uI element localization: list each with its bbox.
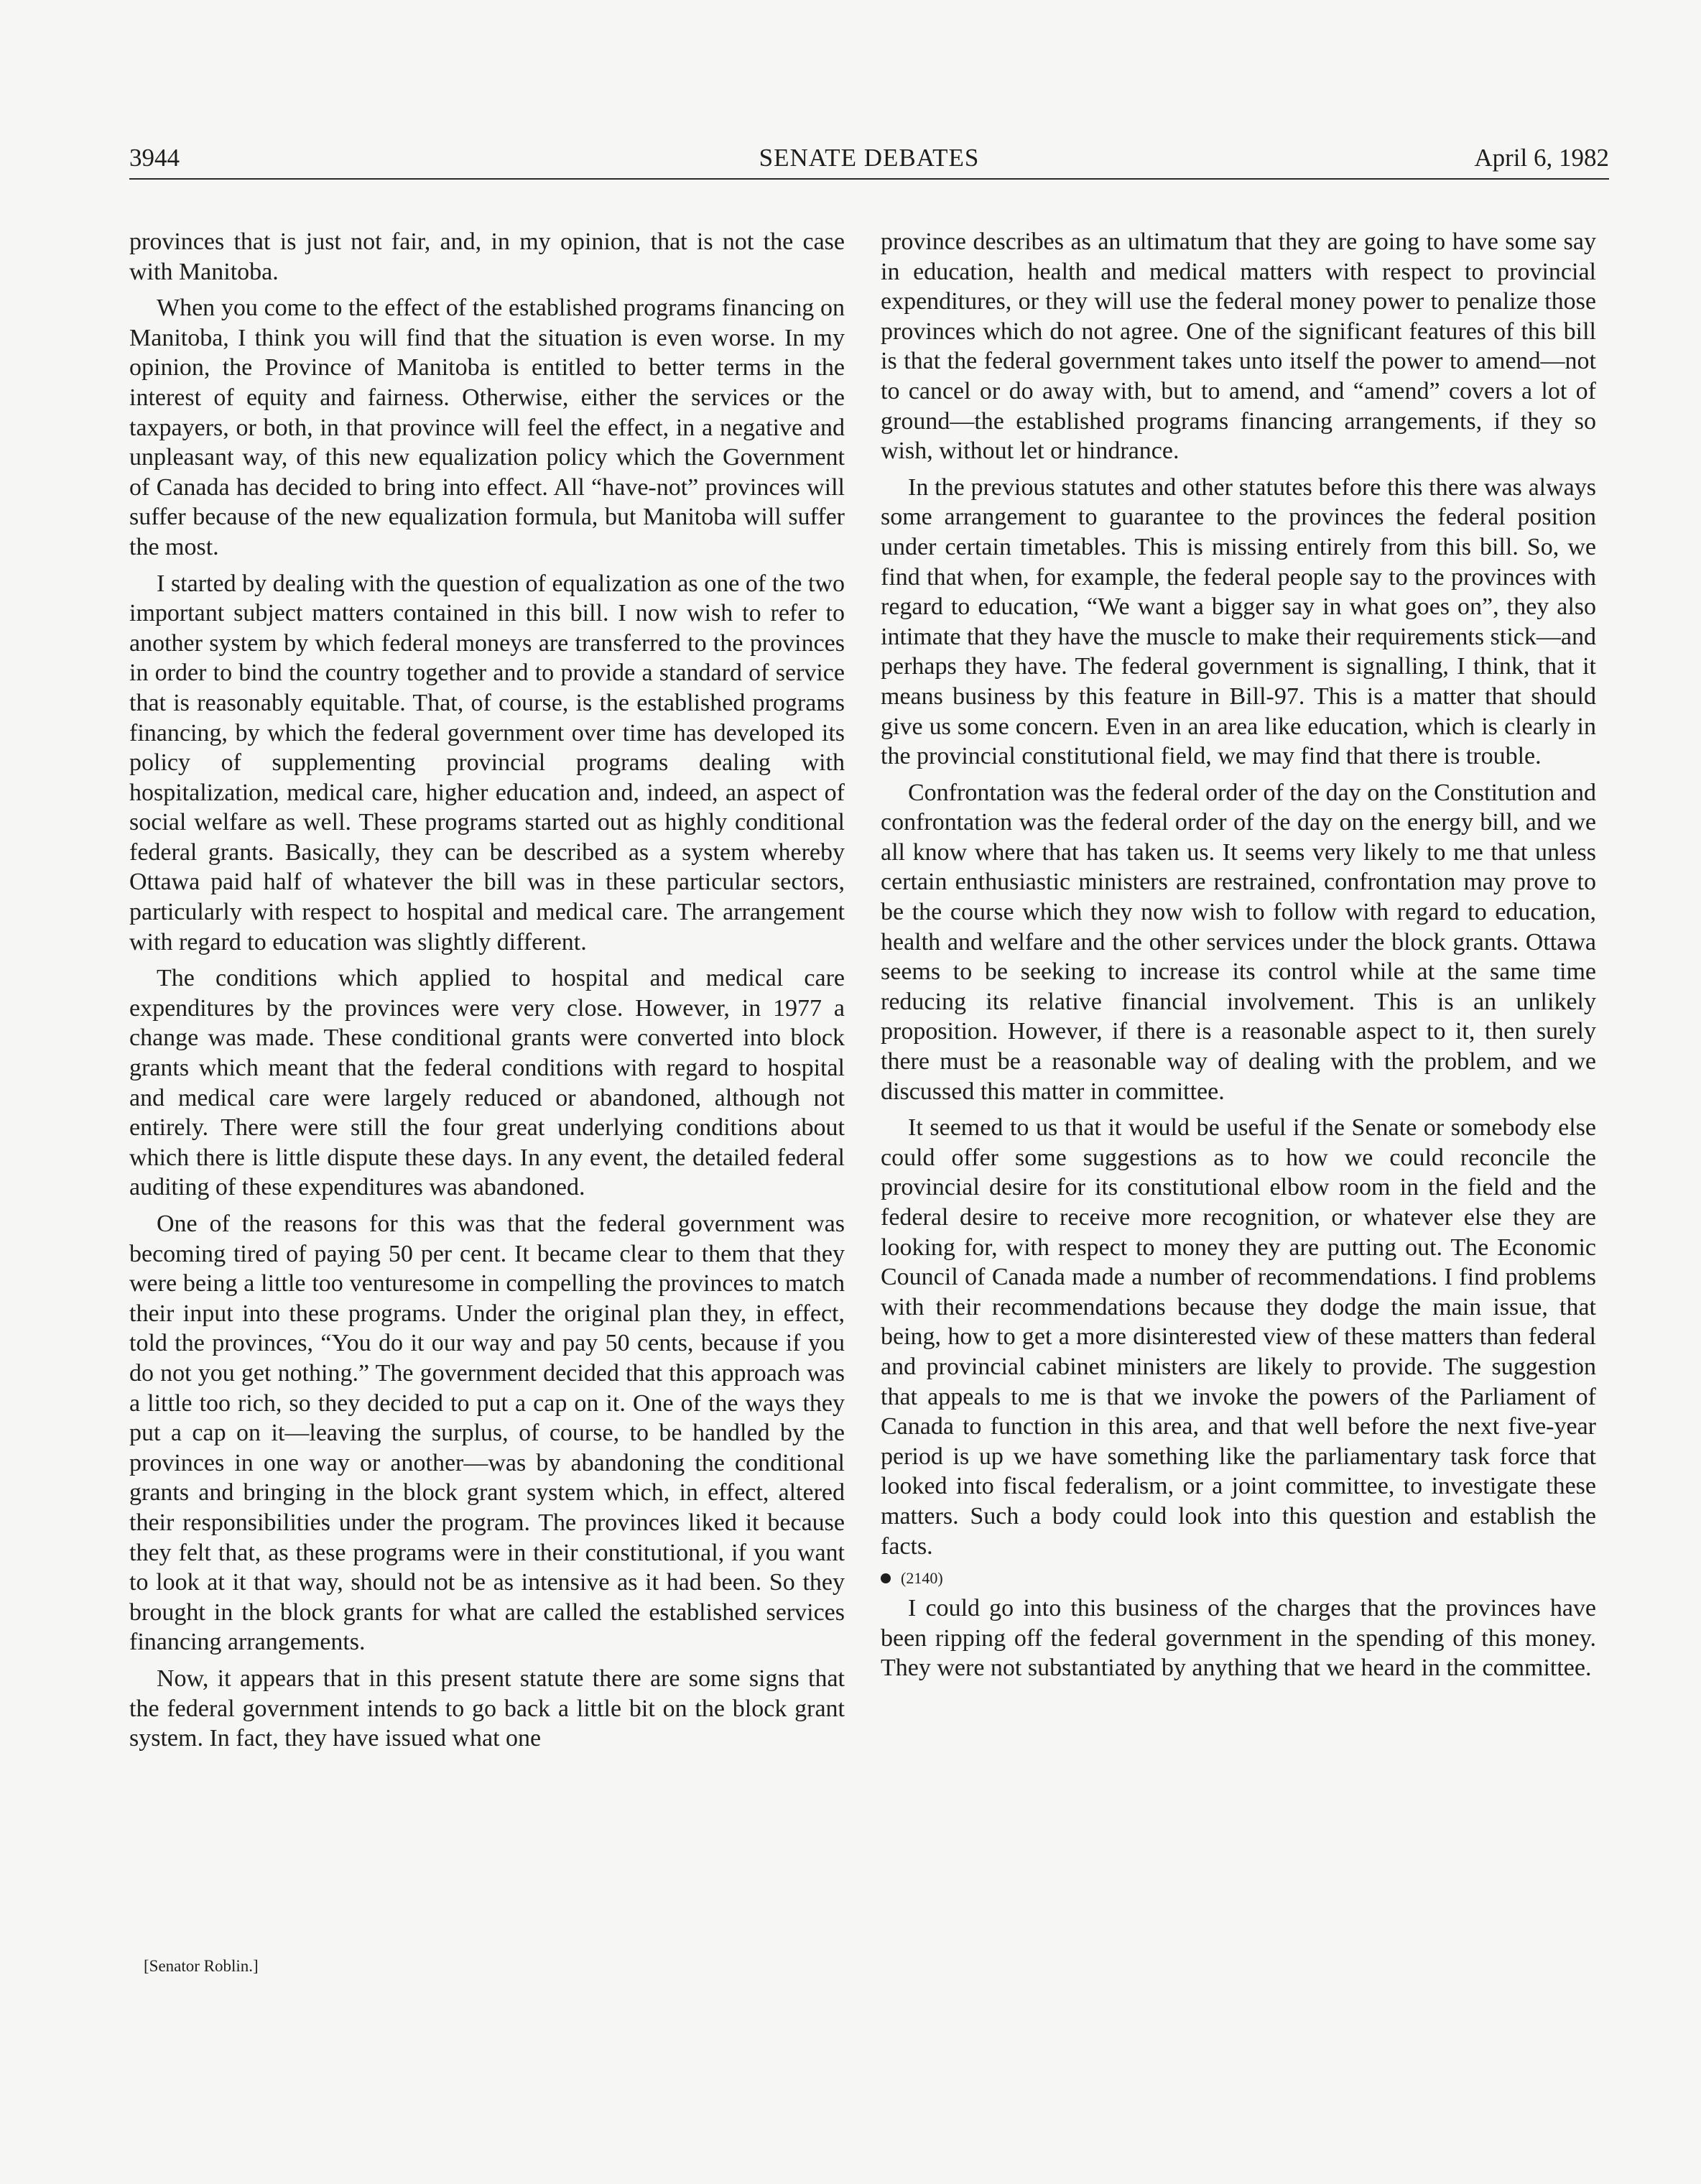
paragraph: Now, it appears that in this present statute there are some signs that the federal government intends to go back a little bit on the block grant system. In fact, they have issued what one [129, 1665, 845, 1752]
paragraph: In the previous statutes and other statutes before this there was always some arrangement to guarantee to the provinces the federal position under certain timetables. This is missing entirely from this bill. So, we find that when, for example, the federal people say to the provinces with regard to education, “We want a bigger say in what goes on”, they also intimate that they have the muscle to make their requirements stick—and perhaps they have. The federal government is signalling, I think, that it means business by this feature in Bill-97. This is a matter that should give us some concern. Even in an area like education, which is clearly in the provincial constitutional field, we may find that there is trouble. [881, 473, 1596, 770]
right-column [881, 227, 1596, 1690]
paragraph: One of the reasons for this was that the federal government was becoming tired of paying 50 per cent. It became clear to them that they were being a little too venturesome in compelling the provinces to match their input into these programs. Under the original plan they, in effect, told the provinces, “You do it our way and pay 50 cents, because if you do not you get nothing.” The government decided that this approach was a little too rich, so they decided to put a cap on it. One of the ways they put a cap on it—leaving the surplus, of course, to be handled by the provinces in one way or another—was by abandoning the conditional grants and bringing in the block grant system which, in effect, altered their responsibilities under the program. The provinces liked it because they felt that, as these programs were in their constitutional, if you want to look at it that way, should not be as intensive as it had been. So they brought in the block grants for what are called the established services financing arrangements. [129, 1211, 845, 1656]
page-header [129, 141, 1609, 180]
paragraph: It seemed to us that it would be useful if the Senate or somebody else could offer some suggestions as to how we could reconcile the provincial desire for its constitutional elbow room in the field and the federal desire to receive more recognition, or whatever else they are looking for, with respect to money they are putting out. The Economic Council of Canada made a number of recommendations. I find problems with their recommendations because they dodge the main issue, that being, how to get a more disinterested view of these matters than federal and provincial cabinet ministers are likely to provide. The suggestion that appeals to me is that we invoke the powers of the Parliament of Canada to function in this area, and that well before the next five-year period is up we have something like the parliamentary task force that looked into fiscal federalism, or a joint committee, to investigate these matters. Such a body could look into this question and establish the facts. [881, 1114, 1596, 1560]
publication-date: April 6, 1982 [1474, 144, 1609, 172]
time-marker-label: (2140) [901, 1569, 943, 1588]
paragraph: I could go into this business of the charges that the provinces have been ripping off the federal government in the spending of this money. They were not substantiated by anything that we heard in the committee. [881, 1595, 1596, 1682]
paragraph: When you come to the effect of the established programs financing on Manitoba, I think you will find that the situation is even worse. In my opinion, the Province of Manitoba is entitled to better terms in the interest of equity and fairness. Otherwise, either the services or the taxpayers, or both, in that province will feel the effect, in a negative and unpleasant way, of this new equalization policy which the Government of Canada has decided to bring into effect. All “have-not” provinces will suffer because of the new equalization formula, but Manitoba will suffer the most. [129, 295, 845, 560]
time-marker [881, 1568, 1596, 1589]
paragraph: The conditions which applied to hospital and medical care expenditures by the provinces were very close. However, in 1977 a change was made. These conditional grants were converted into block grants which meant that the federal conditions with regard to hospital and medical care were largely reduced or abandoned, although not entirely. There were still the four great underlying conditions about which there is little dispute these days. In any event, the detailed federal auditing of these expenditures was abandoned. [129, 965, 845, 1201]
bullet-icon [881, 1573, 891, 1583]
paragraph: province describes as an ultimatum that they are going to have some say in education, health and medical matters with respect to provincial expenditures, or they will use the federal money power to penalize those provinces which do not agree. One of the significant features of this bill is that the federal government takes unto itself the power to amend—not to cancel or do away with, but to amend, and “amend” covers a lot of ground—the established programs financing arrangements, if they so wish, without let or hindrance. [881, 228, 1596, 465]
speaker-note: [Senator Roblin.] [144, 1957, 259, 1975]
publication-title: SENATE DEBATES [759, 144, 980, 172]
paragraph: provinces that is just not fair, and, in my opinion, that is not the case with Manitoba. [129, 228, 845, 285]
page-number: 3944 [129, 144, 180, 172]
paragraph: Confrontation was the federal order of the day on the Constitution and confrontation was the federal order of the day on the energy bill, and we all know where that has taken us. It seems very likely to me that unless certain enthusiastic ministers are restrained, confrontation may prove to be the course which they now wish to follow with regard to education, health and welfare and the other services under the block grants. Ottawa seems to be seeking to increase its control while at the same time reducing its relative financial involvement. This is an unlikely proposition. However, if there is a reasonable aspect to it, then surely there must be a reasonable way of dealing with the problem, and we discussed this matter in committee. [881, 779, 1596, 1105]
left-column [129, 227, 845, 1760]
paragraph: I started by dealing with the question of equalization as one of the two important subject matters contained in this bill. I now wish to refer to another system by which federal moneys are transferred to the provinces in order to bind the country together and to provide a standard of service that is reasonably equitable. That, of course, is the established programs financing, by which the federal government over time has developed its policy of supplementing provincial programs dealing with hospitalization, medical care, higher education and, indeed, an aspect of social welfare as well. These programs started out as highly conditional federal grants. Basically, they can be described as a system whereby Ottawa paid half of whatever the bill was in these particular sectors, particularly with respect to hospital and medical care. The arrangement with regard to education was slightly different. [129, 570, 845, 956]
